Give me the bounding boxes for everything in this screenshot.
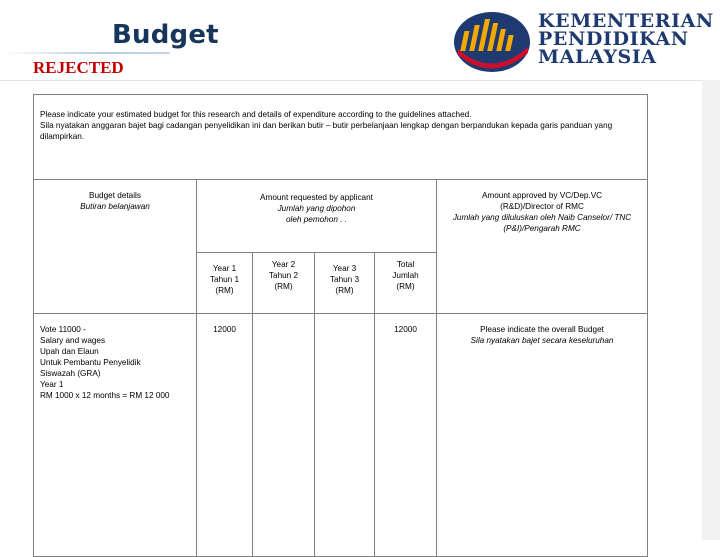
vote-description: Salary and wages: [40, 336, 106, 345]
budget-details-ms: Butiran belanjawan: [80, 202, 150, 211]
year-label-ms: Tahun 1: [209, 275, 240, 284]
budget-details-en: Budget details: [89, 191, 141, 200]
amount-requested-ms-1: Jumlah yang dipohon: [277, 204, 356, 213]
logo-wordmark: [538, 12, 714, 66]
year-1-header: [197, 253, 253, 314]
vote-year: Year 1: [40, 380, 64, 389]
vote-detail-2: Siswazah (GRA): [40, 369, 101, 378]
year-3-header: [315, 253, 375, 314]
year-unit: (RM): [215, 286, 234, 295]
year-label: Year 2: [271, 260, 296, 269]
year-2-amount: [253, 314, 315, 557]
amount-approved-header: [437, 180, 648, 314]
table-row: [34, 314, 648, 557]
intro-english: Please indicate your estimated budget for this research and details of expenditure according to the guidelines attached.: [40, 110, 472, 119]
vote-code: Vote 11000 -: [40, 325, 86, 334]
ministry-emblem-icon: [450, 5, 534, 77]
header-divider: [0, 80, 720, 81]
amount-requested-en: Amount requested by applicant: [260, 193, 373, 202]
status-label: REJECTED: [33, 58, 124, 77]
vote-description-ms: Upah dan Elaun: [40, 347, 99, 356]
year-label: Year 1: [212, 264, 237, 273]
approved-note-ms: Sila nyatakan bajet secara keseluruhan: [470, 336, 614, 345]
intro-cell: [34, 95, 648, 180]
total-amount: 12000: [375, 314, 437, 557]
intro-row: [34, 95, 648, 180]
year-unit: (RM): [274, 282, 293, 291]
vote-detail-1: Untuk Pembantu Penyelidik: [40, 358, 141, 367]
title-bar: [0, 0, 440, 80]
year-label-ms: Tahun 3: [329, 275, 360, 284]
vote-calculation: RM 1000 x 12 months = RM 12 000: [40, 391, 170, 400]
amount-requested-header: [197, 180, 437, 253]
amount-approved-en-2: (R&D)/Director of RMC: [500, 202, 584, 211]
intro-malay: Sila nyatakan anggaran bajet bagi cadangan penyelidikan ini dan berikan butir – butir perbelanjaan lengkap dengan berpandukan kepada garis panduan yang dilampirkan.: [40, 121, 613, 141]
total-unit: (RM): [396, 282, 415, 291]
budget-table: [33, 94, 648, 557]
logo-line-1: KEMENTERIAN: [538, 10, 714, 32]
amount-approved-en-1: Amount approved by VC/Dep.VC: [481, 191, 603, 200]
total-header: [375, 253, 437, 314]
amount-approved-ms-2: (P&I)/Pengarah RMC: [503, 224, 581, 233]
year-label: Year 3: [332, 264, 357, 273]
logo-line-2: PENDIDIKAN: [538, 28, 689, 50]
column-header-row: [34, 180, 648, 253]
right-margin-panel: [702, 80, 720, 540]
amount-approved-ms-1: Jumlah yang diluluskan oleh Naib Canselor/ TNC: [452, 213, 632, 222]
approved-note-cell: [437, 314, 648, 557]
approved-note-en: Please indicate the overall Budget: [480, 325, 604, 334]
year-2-header: [253, 253, 315, 314]
budget-details-header: [34, 180, 197, 314]
ministry-logo: [450, 4, 712, 78]
total-label-ms: Jumlah: [392, 271, 419, 280]
amount-requested-ms-2: oleh pemohon . .: [286, 215, 347, 224]
vote-cell: [34, 314, 197, 557]
logo-line-3: MALAYSIA: [538, 46, 657, 68]
title-underline: [0, 52, 170, 54]
year-3-amount: [315, 314, 375, 557]
year-unit: (RM): [335, 286, 354, 295]
total-label: Total: [396, 260, 415, 269]
year-label-ms: Tahun 2: [268, 271, 299, 280]
year-1-amount: 12000: [197, 314, 253, 557]
page-title: Budget: [112, 20, 219, 50]
